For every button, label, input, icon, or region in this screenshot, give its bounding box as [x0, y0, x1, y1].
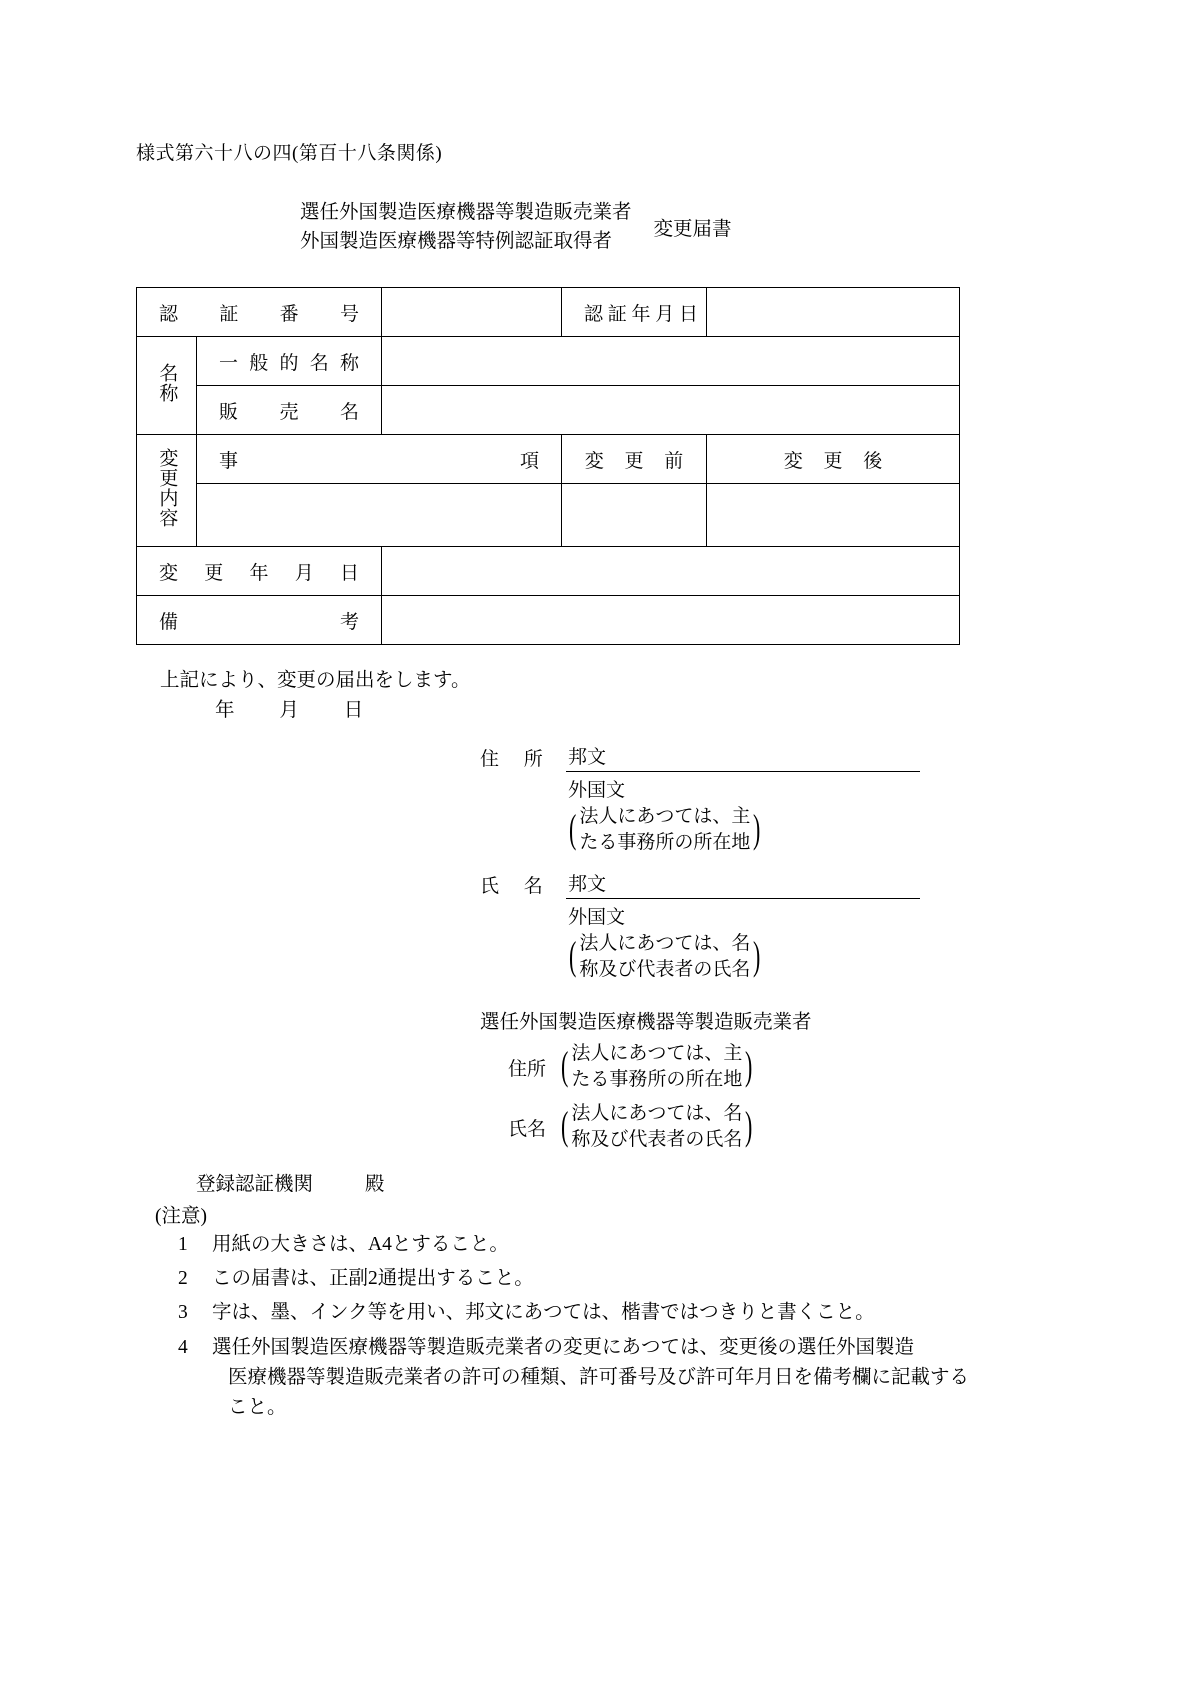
paren-right: )	[745, 1103, 753, 1148]
name-japanese-value[interactable]	[566, 897, 920, 899]
name-note-line-1: 法人にあつては、名	[579, 933, 751, 955]
name-foreign-label: 外国文	[568, 907, 626, 928]
notes-heading: (注意)	[155, 1206, 207, 1227]
change-after-header	[707, 435, 960, 484]
paren-left: (	[560, 1043, 569, 1088]
note-text: 用紙の大きさは、A4とすること。	[212, 1234, 509, 1255]
addressee	[196, 1168, 385, 1196]
change-item-header	[197, 435, 562, 484]
change-date-value[interactable]	[382, 547, 960, 596]
change-item-value[interactable]	[197, 484, 562, 547]
appointed-address-note	[558, 1040, 756, 1094]
date-year: 年	[215, 700, 235, 721]
brand-name-label-text: 販 売 名	[219, 401, 360, 423]
addressee-organization: 登録認証機関	[196, 1174, 314, 1195]
note-text-line-1: 選任外国製造医療機器等製造販売業者の変更にあつては、変更後の選任外国製造	[212, 1336, 915, 1358]
table-row	[137, 596, 960, 645]
list-item	[172, 1230, 982, 1260]
address-note-line-2: たる事務所の所在地	[579, 832, 751, 853]
note-number: 2	[178, 1268, 188, 1290]
change-after-header-text: 変 更 後	[783, 450, 891, 472]
applicant-address-body	[566, 742, 950, 857]
cert-date-label-text: 認 証 年 月 日	[584, 303, 699, 325]
cert-date-label	[562, 288, 707, 337]
appointed-address-label: 住所	[507, 1058, 546, 1080]
applicant-name-body	[566, 869, 950, 984]
name-group-label-text: 名称	[156, 362, 178, 403]
remarks-value[interactable]	[382, 596, 960, 645]
appointed-name-label: 氏名	[507, 1118, 546, 1140]
applicant-name-label: 氏 名	[480, 876, 553, 897]
paren-right: )	[753, 933, 761, 978]
note-number: 4	[178, 1336, 188, 1358]
cert-no-label	[137, 288, 382, 337]
change-group-label	[137, 435, 197, 547]
date-day: 日	[343, 700, 364, 721]
appointed-name-note-line-2: 称及び代表者の氏名	[571, 1129, 743, 1150]
note-text: この届書は、正副2通提出すること。	[212, 1268, 534, 1290]
applicant-signature-block	[480, 742, 950, 984]
notes-list	[172, 1230, 982, 1427]
generic-name-label	[197, 337, 382, 386]
applicant-address-row	[480, 742, 950, 857]
change-date-label	[137, 547, 382, 596]
application-table	[136, 287, 960, 645]
brand-name-value[interactable]	[382, 386, 960, 435]
paren-text	[579, 803, 750, 857]
addressee-honorific: 殿	[365, 1174, 385, 1195]
applicant-name-row	[480, 869, 950, 984]
table-row	[137, 547, 960, 596]
form-number: 様式第六十八の四(第百十八条関係)	[136, 143, 443, 164]
generic-name-label-text: 一 般 的 名 称	[219, 352, 360, 374]
appointed-address-row	[480, 1040, 950, 1094]
table-row	[137, 337, 960, 386]
change-item-header-text: 事 項	[219, 450, 540, 472]
submission-date	[215, 694, 403, 722]
table-row	[137, 288, 960, 337]
cert-no-value[interactable]	[382, 288, 562, 337]
list-item	[172, 1264, 982, 1294]
name-japanese-label: 邦文	[568, 874, 607, 895]
appointed-block-heading: 選任外国製造医療機器等製造販売業者	[480, 1012, 812, 1033]
title-line-1: 選任外国製造医療機器等製造販売業者	[300, 202, 632, 223]
appointed-address-note-line-1: 法人にあつては、主	[571, 1043, 743, 1065]
note-text-line-3: こと。	[228, 1397, 287, 1419]
appointed-block	[480, 1040, 950, 1160]
cert-date-value[interactable]	[707, 288, 960, 337]
paren-left: (	[560, 1103, 569, 1148]
remarks-label-text: 備 考	[159, 611, 360, 633]
paren-left: (	[568, 806, 577, 851]
change-group-label-text: 変更内容	[156, 447, 178, 528]
generic-name-value[interactable]	[382, 337, 960, 386]
note-text-line-2: 医療機器等製造販売業者の許可の種類、許可番号及び許可年月日を備考欄に記載する	[228, 1366, 970, 1388]
date-month: 月	[279, 700, 299, 721]
applicant-address-label: 住 所	[480, 749, 553, 770]
appointed-name-row	[480, 1100, 950, 1154]
declaration-text: 上記により、変更の届出をします。	[160, 670, 471, 691]
appointed-address-note-line-2: たる事務所の所在地	[571, 1069, 743, 1090]
table-row	[137, 386, 960, 435]
document-title	[300, 198, 732, 257]
remarks-label	[137, 596, 382, 645]
paren-right: )	[745, 1043, 753, 1088]
appointed-name-note	[558, 1100, 756, 1154]
note-text: 字は、墨、インク等を用い、邦文にあつては、楷書ではつきりと書くこと。	[212, 1302, 875, 1324]
change-before-header-text: 変 更 前	[584, 450, 692, 472]
change-before-value[interactable]	[562, 484, 707, 547]
paren-text	[571, 1040, 742, 1094]
address-japanese-value[interactable]	[566, 770, 920, 772]
title-lines	[300, 198, 632, 257]
address-japanese-label: 邦文	[568, 747, 607, 768]
paren-text	[571, 1100, 742, 1154]
title-suffix: 変更届書	[653, 219, 732, 241]
name-corporate-note	[566, 930, 764, 984]
brand-name-label	[197, 386, 382, 435]
note-number: 3	[178, 1302, 188, 1324]
address-note-line-1: 法人にあつては、主	[579, 806, 751, 828]
name-group-label	[137, 337, 197, 435]
change-date-label-text: 変 更 年 月 日	[159, 562, 360, 584]
address-foreign-label: 外国文	[568, 780, 626, 801]
name-note-line-2: 称及び代表者の氏名	[579, 959, 751, 980]
table-row	[137, 435, 960, 484]
note-number: 1	[178, 1234, 188, 1255]
cert-no-label-text: 認 証 番 号	[159, 303, 360, 325]
paren-text	[579, 930, 750, 984]
change-after-value[interactable]	[707, 484, 960, 547]
paren-left: (	[568, 933, 577, 978]
paren-right: )	[753, 806, 761, 851]
address-corporate-note	[566, 803, 764, 857]
note-text	[212, 1333, 982, 1424]
change-before-header	[562, 435, 707, 484]
list-item	[172, 1298, 982, 1328]
title-line-2: 外国製造医療機器等特例認証取得者	[300, 231, 613, 253]
appointed-name-note-line-1: 法人にあつては、名	[571, 1103, 743, 1125]
table-row	[137, 484, 960, 547]
list-item	[172, 1333, 982, 1424]
